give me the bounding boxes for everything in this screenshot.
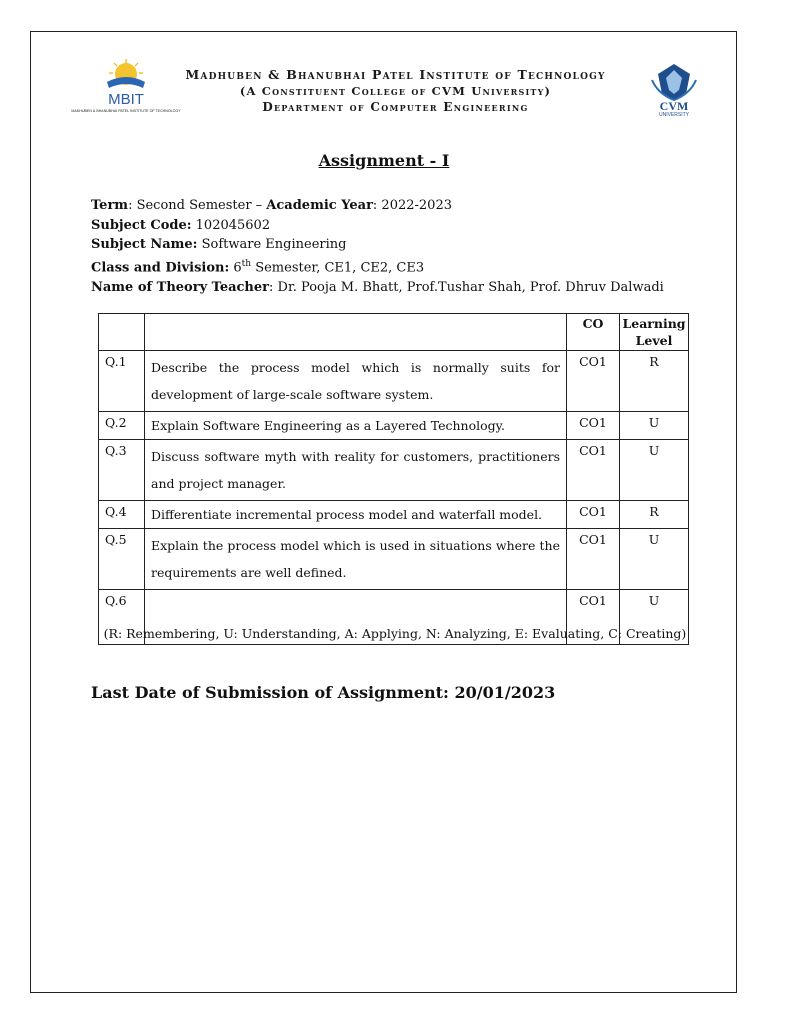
assignment-title: Assignment - I	[318, 151, 450, 170]
teacher-label: Name of Theory Teacher	[91, 280, 270, 296]
header-co: CO	[567, 314, 620, 351]
question-text: Describe the process model which is normally suits for development of large-scale software system.	[145, 351, 567, 412]
department-name: Department of Computer Engineering	[262, 100, 529, 114]
question-level: U	[620, 529, 689, 590]
question-co: CO1	[567, 351, 620, 412]
question-level: R	[620, 501, 689, 529]
cvm-logo	[646, 60, 702, 118]
term-label: Term	[91, 198, 129, 213]
header-learning-level: Learning Level	[620, 314, 689, 351]
subject-code-line	[91, 216, 664, 236]
question-text: Differentiate incremental process model and waterfall model.	[145, 501, 567, 529]
question-level: U	[620, 590, 689, 645]
table-row	[99, 529, 689, 590]
question-number: Q.6	[99, 590, 145, 645]
teacher-value: : Dr. Pooja M. Bhatt, Prof.Tushar Shah, Prof. Dhruv Dalwadi	[269, 280, 664, 296]
table-row	[99, 440, 689, 501]
question-co: CO1	[567, 529, 620, 590]
class-value-sup: th	[241, 259, 252, 270]
assignment-info	[91, 196, 664, 298]
subject-code-value: 102045602	[191, 217, 271, 233]
institute-name: Madhuben & Bhanubhai Patel Institute of Technology	[185, 67, 606, 82]
institute-header	[168, 66, 623, 116]
table-header-row	[99, 314, 689, 351]
question-co: CO1	[567, 412, 620, 440]
class-value-rest: Semester, CE1, CE2, CE3	[251, 260, 425, 276]
question-level: R	[620, 351, 689, 412]
class-line	[91, 255, 664, 278]
constituent-line: (A Constituent College of CVM University)	[239, 84, 552, 98]
question-number: Q.5	[99, 529, 145, 590]
question-level: U	[620, 440, 689, 501]
mbit-logo	[71, 58, 181, 120]
mbit-logo-text: MBIT	[108, 91, 144, 108]
question-level: U	[620, 412, 689, 440]
year-value: : 2022-2023	[372, 198, 452, 213]
cvm-logo-text: CVM	[659, 99, 689, 113]
table-row	[99, 351, 689, 412]
question-text: Explain the process model which is used in situations where the requirements are well defined.	[145, 529, 567, 590]
question-co: CO1	[567, 440, 620, 501]
class-value-num: 6	[229, 260, 242, 276]
subject-name-value: Software Engineering	[197, 237, 347, 253]
table-row	[99, 412, 689, 440]
cvm-logo-subtext: UNIVERSITY	[658, 112, 690, 118]
question-number: Q.1	[99, 351, 145, 412]
term-value: : Second Semester –	[128, 198, 267, 213]
year-label: Academic Year	[266, 198, 373, 213]
term-line	[91, 196, 664, 216]
subject-name-label: Subject Name:	[91, 237, 198, 253]
mbit-logo-subtext: MADHUBEN & BHANUBHAI PATEL INSTITUTE OF TECHNOLOGY	[71, 109, 181, 113]
subject-name-line	[91, 235, 664, 255]
submission-deadline: Last Date of Submission of Assignment: 20/01/2023	[91, 683, 556, 702]
teacher-line	[91, 278, 664, 298]
questions-table	[98, 313, 689, 645]
question-number: Q.2	[99, 412, 145, 440]
subject-code-label: Subject Code:	[91, 217, 192, 233]
question-text: Discuss software myth with reality for customers, practitioners and project manager.	[145, 440, 567, 501]
question-co: CO1	[567, 590, 620, 645]
question-text: Explain Software Engineering as a Layered Technology.	[145, 412, 567, 440]
question-number: Q.4	[99, 501, 145, 529]
question-number: Q.3	[99, 440, 145, 501]
learning-level-legend: (R: Remembering, U: Understanding, A: Applying, N: Analyzing, E: Evaluating, C: Creating)	[103, 626, 687, 641]
question-co: CO1	[567, 501, 620, 529]
class-label: Class and Division:	[91, 260, 230, 276]
table-row	[99, 501, 689, 529]
